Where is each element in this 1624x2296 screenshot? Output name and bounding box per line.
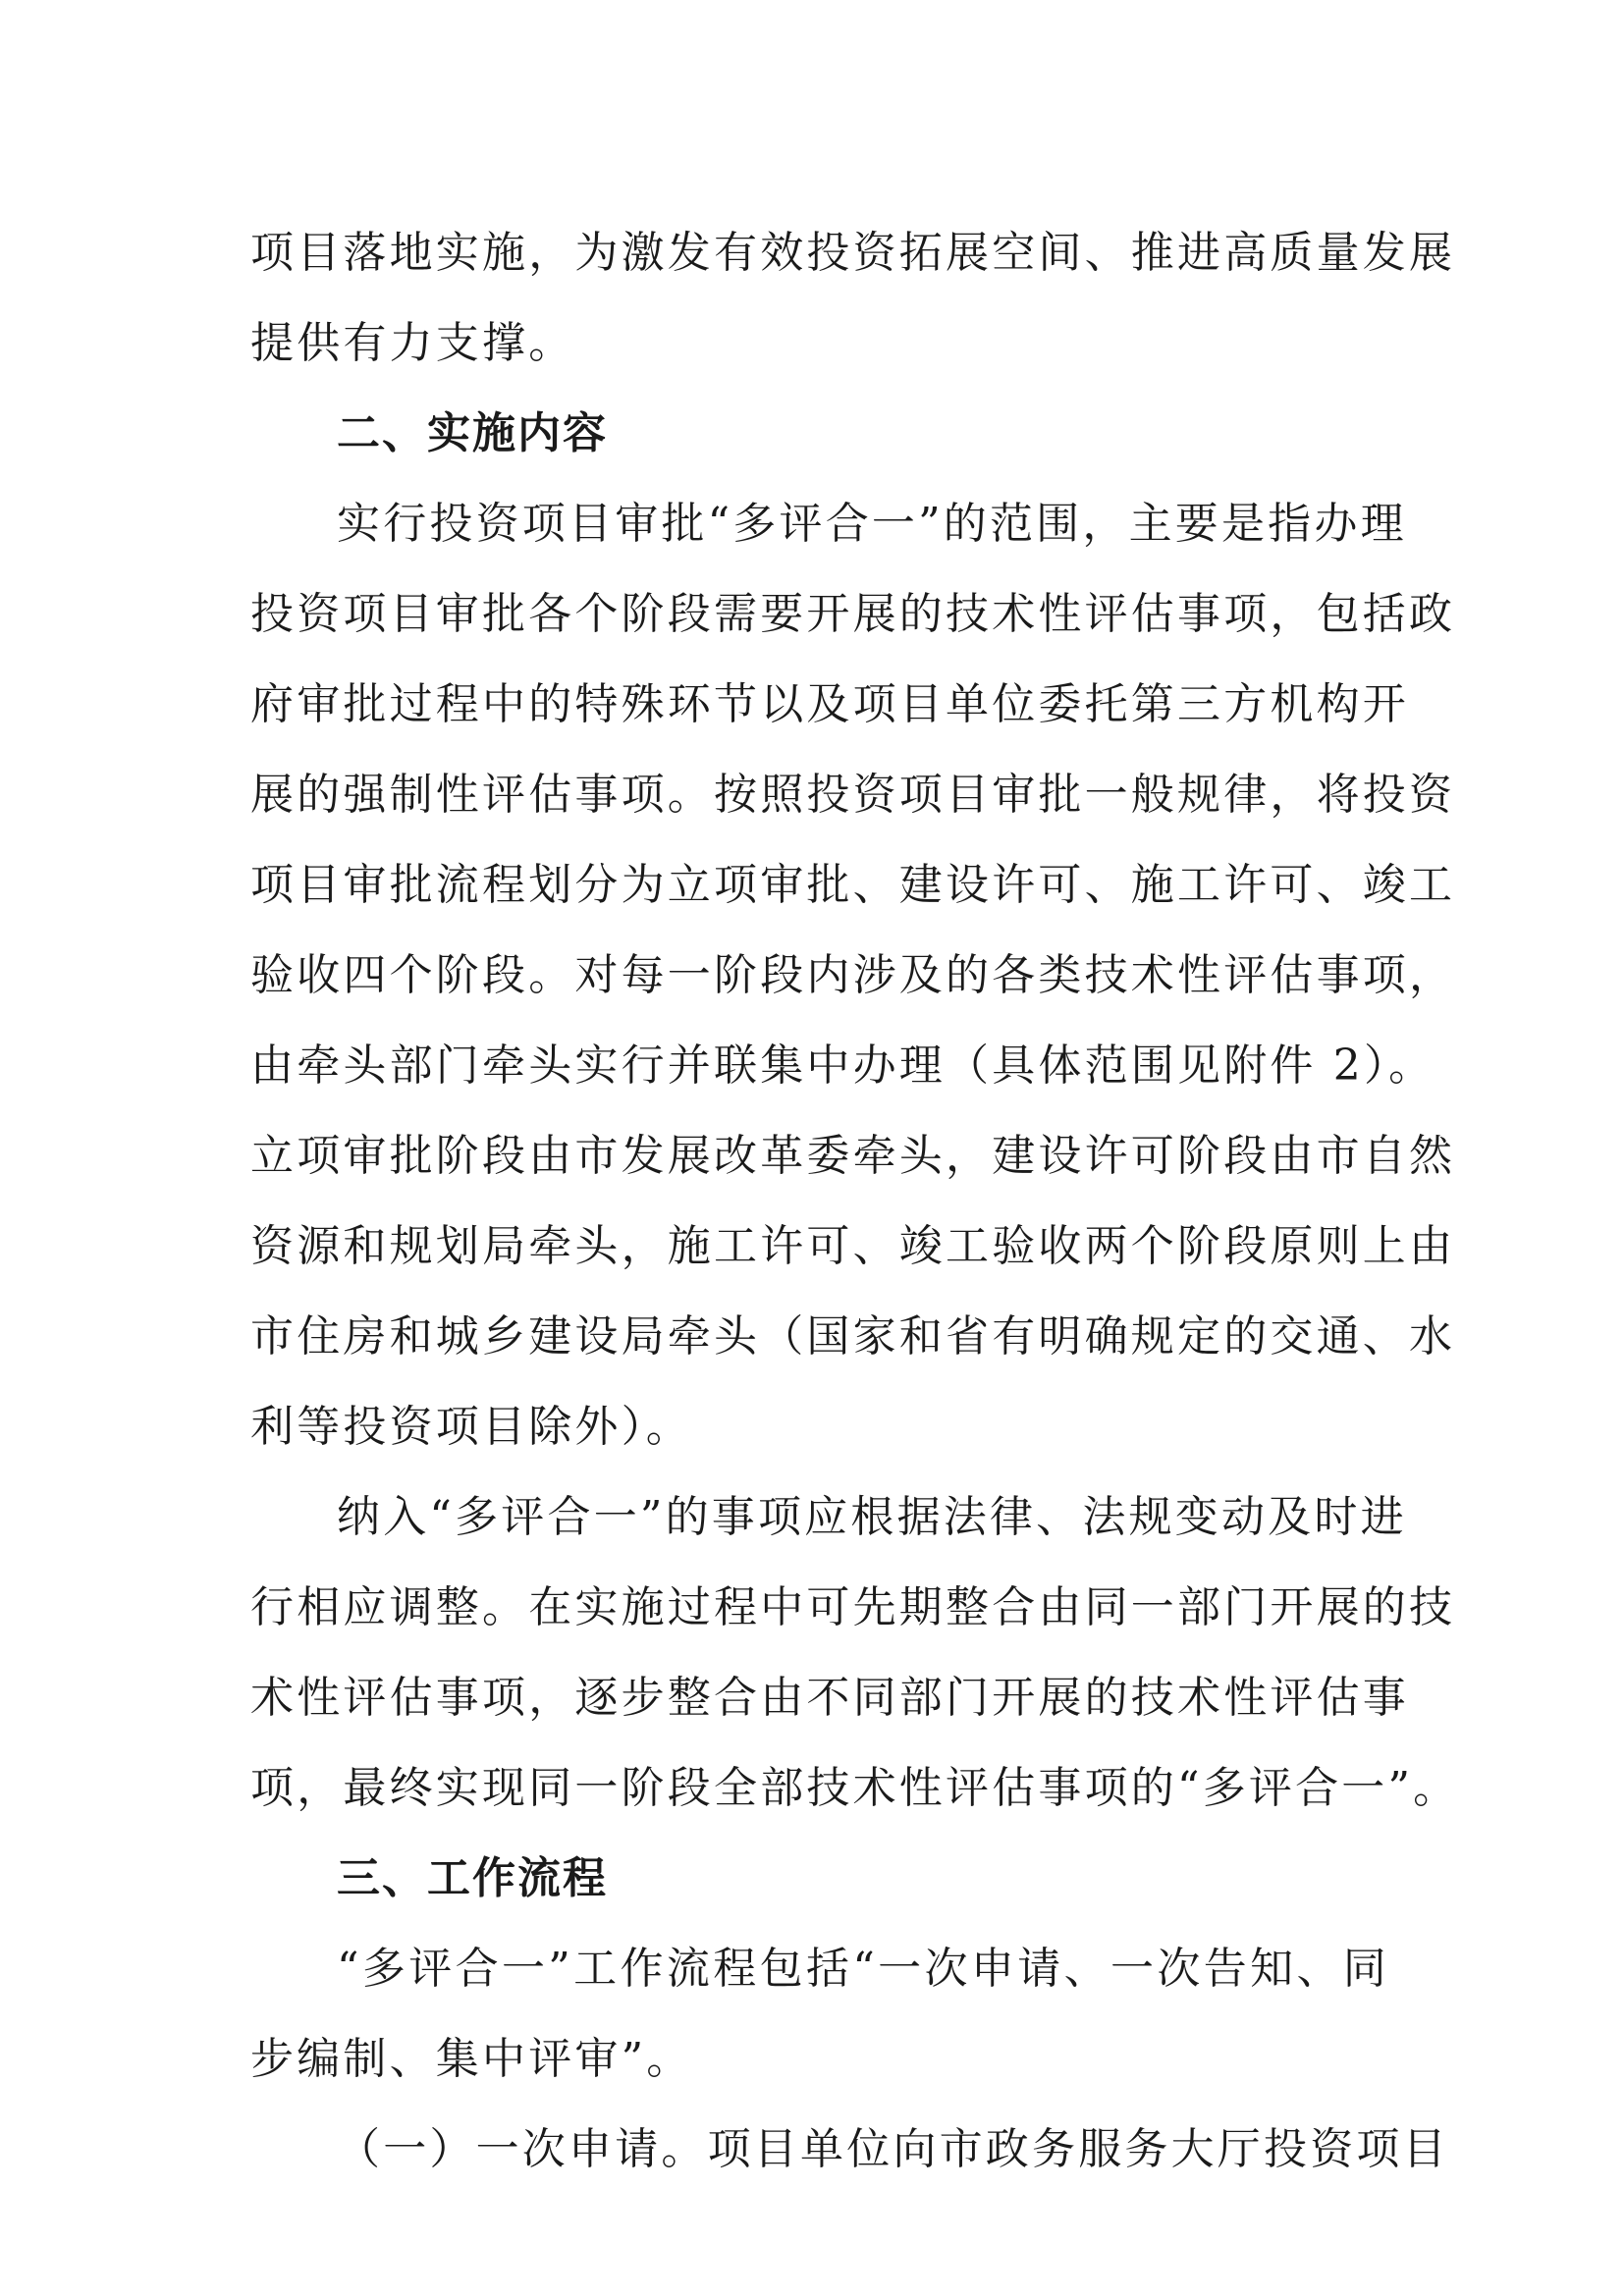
paragraph-line: 利等投资项目除外）。 xyxy=(250,1402,692,1452)
paragraph-line: 市住房和城乡建设局牵头（国家和省有明确规定的交通、水 xyxy=(250,1311,1456,1362)
paragraph-line: 府审批过程中的特殊环节以及项目单位委托第三方机构开 xyxy=(250,679,1409,729)
paragraph-line: 投资项目审批各个阶段需要开展的技术性评估事项，包括政 xyxy=(250,589,1456,639)
paragraph-line: 纳入“多评合一”的事项应根据法律、法规变动及时进 xyxy=(337,1492,1407,1542)
paragraph-line: 实行投资项目审批“多评合一”的范围，主要是指办理 xyxy=(337,499,1407,549)
section-heading: 二、实施内容 xyxy=(337,408,608,458)
paragraph-line: 资源和规划局牵头，施工许可、竣工验收两个阶段原则上由 xyxy=(250,1221,1456,1271)
paragraph-line: 由牵头部门牵头实行并联集中办理（具体范围见附件 2）。 xyxy=(250,1041,1435,1091)
paragraph-line: 展的强制性评估事项。按照投资项目审批一般规律，将投资 xyxy=(250,770,1456,820)
paragraph-line: 验收四个阶段。对每一阶段内涉及的各类技术性评估事项， xyxy=(250,950,1456,1000)
section-heading: 三、工作流程 xyxy=(337,1853,608,1903)
paragraph-line: 行相应调整。在实施过程中可先期整合由同一部门开展的技 xyxy=(250,1582,1456,1632)
paragraph-line: “多评合一”工作流程包括“一次申请、一次告知、同 xyxy=(337,1944,1389,1994)
paragraph-line: 项，最终实现同一阶段全部技术性评估事项的“多评合一”。 xyxy=(250,1763,1460,1813)
paragraph-line: 项目落地实施，为激发有效投资拓展空间、推进高质量发展 xyxy=(250,228,1456,278)
paragraph-line: 术性评估事项，逐步整合由不同部门开展的技术性评估事 xyxy=(250,1673,1409,1723)
paragraph-line: 项目审批流程划分为立项审批、建设许可、施工许可、竣工 xyxy=(250,860,1456,910)
paragraph-line: 提供有力支撑。 xyxy=(250,318,575,368)
paragraph-line: 立项审批阶段由市发展改革委牵头，建设许可阶段由市自然 xyxy=(250,1131,1456,1181)
paragraph-line: （一）一次申请。项目单位向市政务服务大厅投资项目 xyxy=(337,2124,1449,2174)
document-body xyxy=(250,208,1460,2195)
paragraph-line: 步编制、集中评审”。 xyxy=(250,2034,693,2084)
